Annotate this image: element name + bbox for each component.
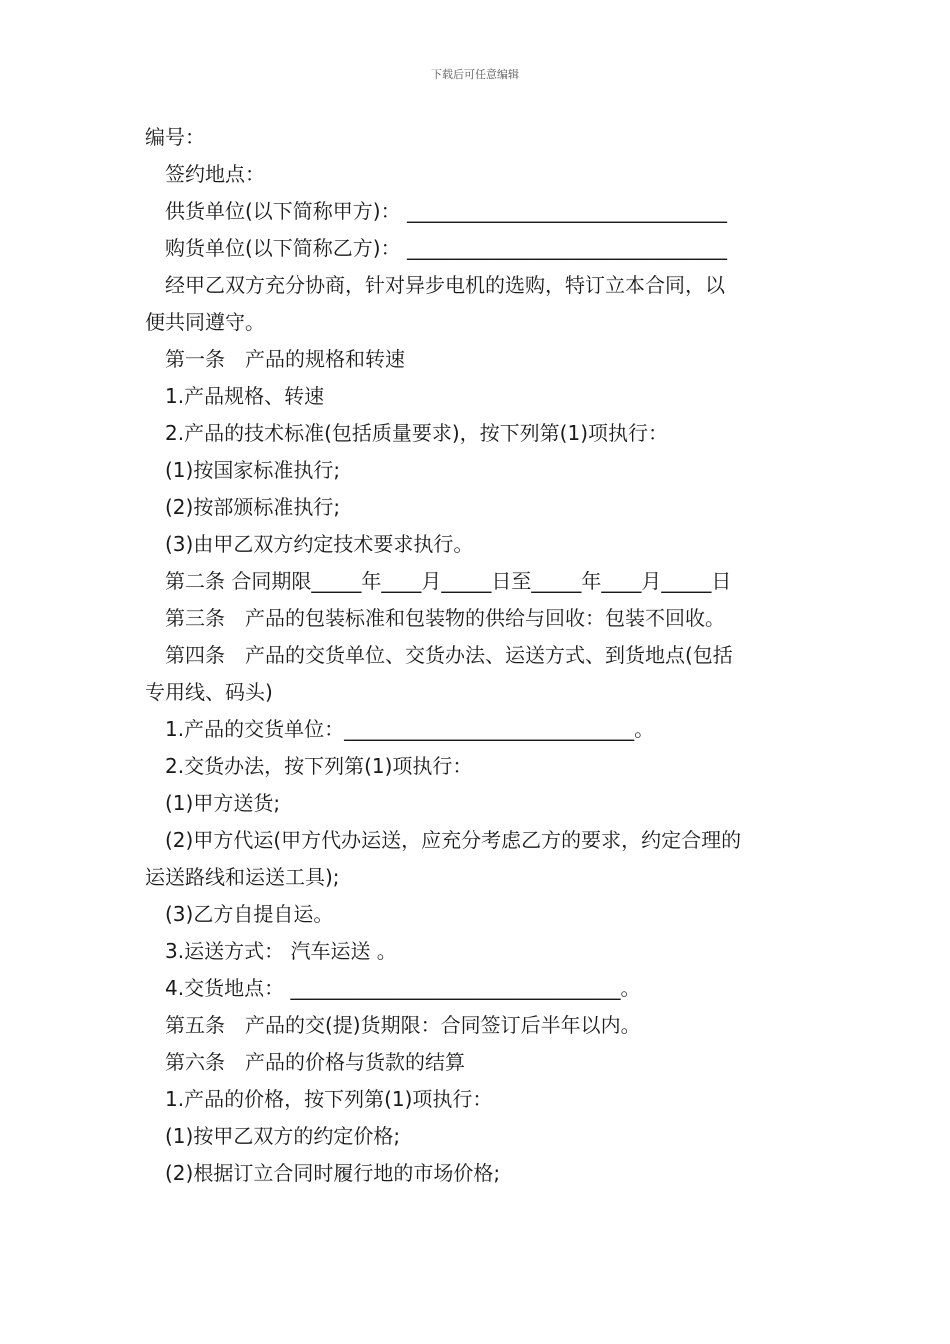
text-line: (3)乙方自提自运。 <box>165 902 334 926</box>
text-line: 1.产品的交货单位：_____________________________。 <box>165 717 655 741</box>
text-line: 1.产品规格、转速 <box>165 384 325 408</box>
text-line: 便共同遵守。 <box>145 310 265 334</box>
text-line: 经甲乙双方充分协商，针对异步电机的选购，特订立本合同，以 <box>165 273 725 297</box>
text-line: 第四条 产品的交货单位、交货办法、运送方式、到货地点(包括 <box>165 643 733 667</box>
text-line: 2.交货办法，按下列第(1)项执行： <box>165 754 473 778</box>
text-line: 3.运送方式： 汽车运送 。 <box>165 939 397 963</box>
text-line: 第三条 产品的包装标准和包装物的供给与回收：包装不回收。 <box>165 606 725 630</box>
text-line: (1)甲方送货; <box>165 791 281 815</box>
text-line: 第六条 产品的价格与货款的结算 <box>165 1050 465 1074</box>
text-line: (2)根据订立合同时履行地的市场价格; <box>165 1161 501 1185</box>
text-line: 第五条 产品的交(提)货期限：合同签订后半年以内。 <box>165 1013 641 1037</box>
text-line: (1)按国家标准执行; <box>165 458 341 482</box>
text-line: 专用线、码头) <box>145 680 273 704</box>
text-line: 运送路线和运送工具); <box>145 865 340 889</box>
text-line: 购货单位(以下简称乙方)： ________________________________ <box>165 236 727 260</box>
text-line: 第二条 合同期限_____年____月_____日至_____年____月_____日 <box>165 569 732 593</box>
text-line: 1.产品的价格，按下列第(1)项执行： <box>165 1087 493 1111</box>
text-line: 签约地点： <box>165 162 265 186</box>
text-line: (3)由甲乙双方约定技术要求执行。 <box>165 532 474 556</box>
text-line: (2)按部颁标准执行; <box>165 495 341 519</box>
text-line: 2.产品的技术标准(包括质量要求)，按下列第(1)项执行： <box>165 421 669 445</box>
text-line: (2)甲方代运(甲方代办运送，应充分考虑乙方的要求，约定合理的 <box>165 828 742 852</box>
text-line: (1)按甲乙双方的约定价格; <box>165 1124 401 1148</box>
text-line: 供货单位(以下简称甲方)： ________________________________ <box>165 199 727 223</box>
text-line: 第一条 产品的规格和转速 <box>165 347 405 371</box>
text-line: 编号： <box>145 125 205 149</box>
text-line: 4.交货地点： _________________________________。 <box>165 976 641 1000</box>
page-header: 下载后可任意编辑 <box>431 68 519 81</box>
